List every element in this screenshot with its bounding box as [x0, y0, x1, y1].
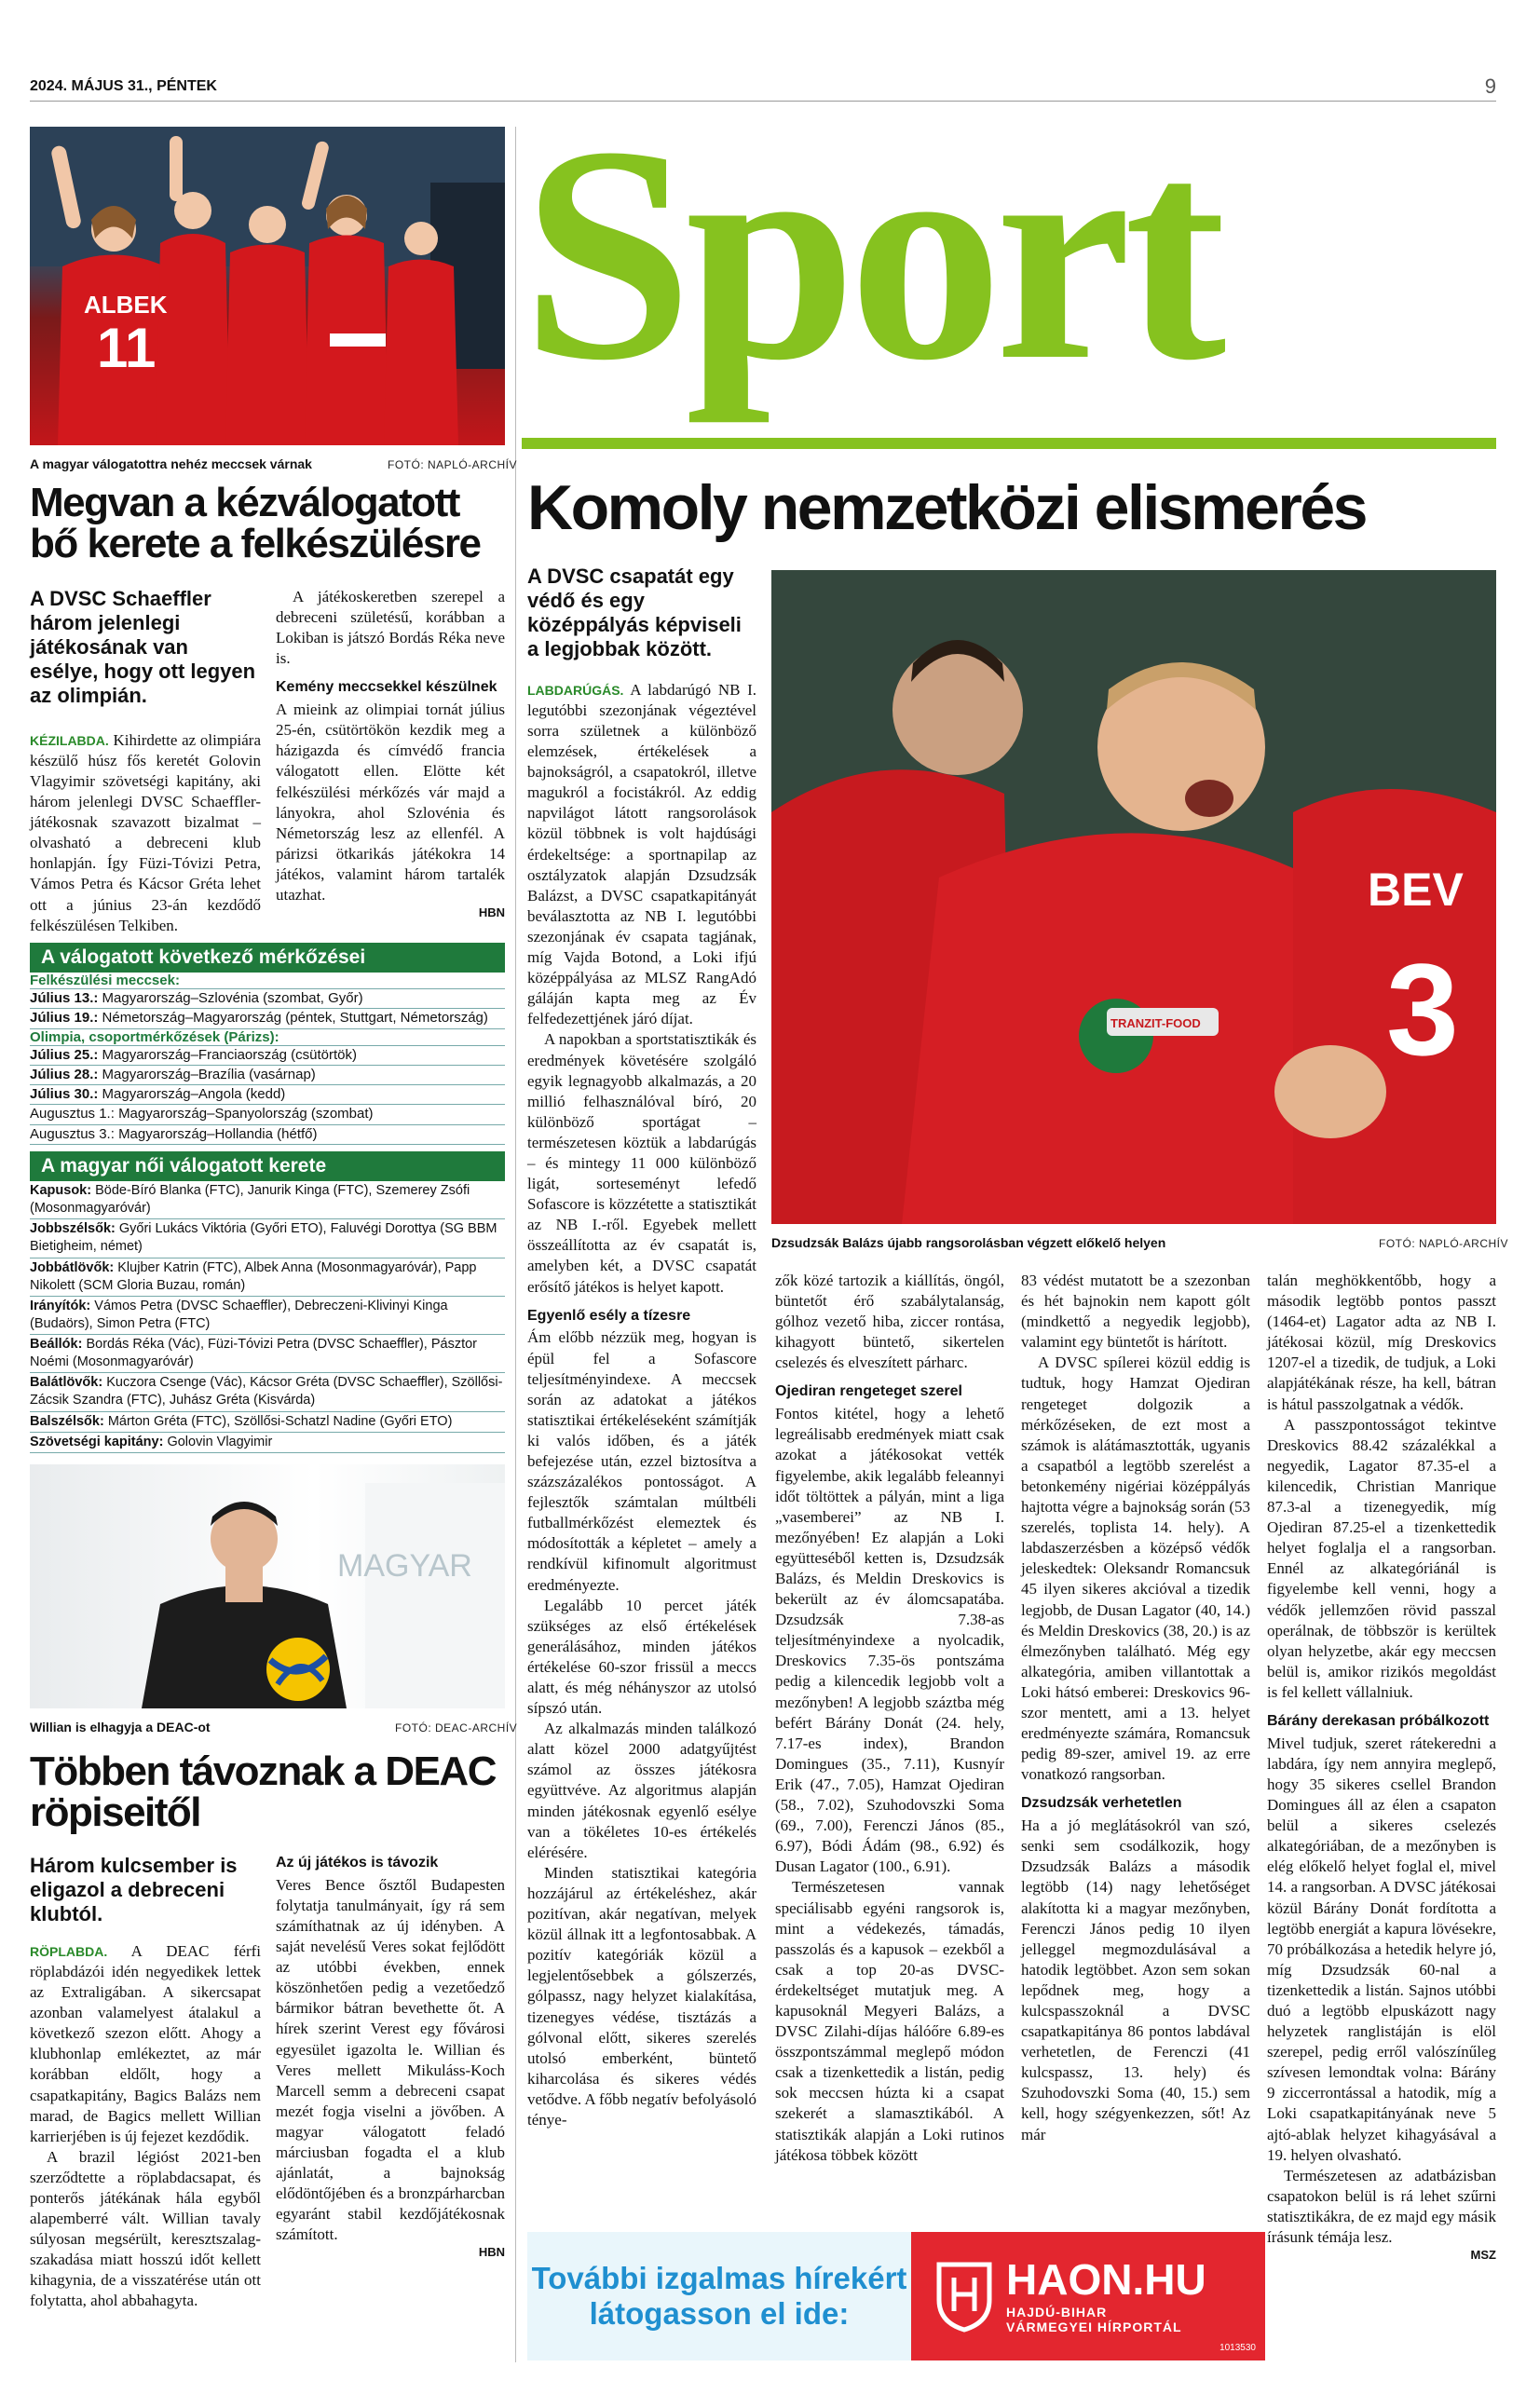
- fixture-row: [30, 1105, 505, 1124]
- issue-date: 2024. MÁJUS 31., PÉNTEK: [30, 78, 217, 94]
- article2-p13: talán meghökkentőbb, hogy a második legtöbb pontos passzt (1464-et) Lagator adta az NB I. játékosai közül, míg Dreskovics 1207-el a tizedik, de tudjuk, a Loki alapjátékának része, ha kell, bátran is hátul passzolgatnak a védők.: [1267, 1272, 1496, 1413]
- article1-p1: Kihirdette az olimpiára készülő húsz fős keretét Golovin Vlagyimir szövetségi kapitány, aki három jelenlegi DVSC Schaeffler-játékosnak szavazott bizalmat – olvasható a debreceni klub honlapján. Így Füzi-Tóvizi Petra, Vámos Petra és Kácsor Gréta lehet ott a június 23-án kezdődő felkészülésen Telkiben.: [30, 730, 261, 934]
- article3-kicker: RÖPLABDA.: [30, 1943, 108, 1959]
- fixture-date: Augusztus 3.:: [30, 1125, 115, 1142]
- squad-row: [30, 1335, 505, 1373]
- article2-p3: Ám előbb nézzük meg, hogyan is épül fel a Sofascore teljesítményindexe. A meccsek során az adatokat a játékos statisztikai értékeléseként számítják ki valós időben, és a játék befejezése után, ezzel biztosítva a százszázalékos pontosságot. A fejlesztők számtalan múltbéli futballmérkőzést elemeztek és módosították a képletet – amely a rendkívül kifinomult algoritmust eredményezte.: [527, 1328, 756, 1594]
- fixture-row: [30, 1125, 505, 1145]
- ad-line2: látogasson el ide:: [589, 2296, 850, 2331]
- fixture-date: Július 25.:: [30, 1046, 99, 1063]
- article2-p2: A napokban a sportstatisztikák és eredmények követésére szolgáló egyik legnagyobb alkalmazás, a 20 millió felhasználóval bíró, 20 különböző sportágat – természetesen köztük a labdarúgás – és mintegy 11 000 különböző ligát, sorteseményt lefedő Sofascore is közzétette a statisztikát az NB I.-ről. Egyebek mellett összeállította az év csapatát is, amelyben két, a DVSC csapatát erősítő játékos is helyet kapott.: [527, 1030, 756, 1296]
- squad-role: Szövetségi kapitány:: [30, 1434, 164, 1449]
- fixture-text: Magyarország–Brazília (vasárnap): [102, 1066, 316, 1082]
- article3-p1: A DEAC férfi röplabdázói idén negyedikek lettek az Extraligában. A sikercsapat azonban valamelyest átalakul a következő szezon előtt. Ahogy a klubhonlap emlékeztet, az már korábban eldőlt, hogy a csapatkapitány, Bagics Balázs nem marad, de Bagics mellett Willian karrierjében is új fejezet kezdődik.: [30, 1941, 261, 2145]
- squad-players: Böde-Bíró Blanka (FTC), Janurik Kinga (FTC), Szemerey Zsófi (Mosonmagyaróvár): [30, 1183, 470, 1217]
- squad-row: [30, 1412, 505, 1433]
- article2-subhead4: Bárány derekasan próbálkozott: [1267, 1712, 1490, 1729]
- squad-role: Balátlövők:: [30, 1375, 103, 1391]
- article2-subhead2: Ojediran rengeteget szerel: [775, 1383, 962, 1400]
- article1-col1: [30, 587, 261, 936]
- football-celebration-illustration: [771, 570, 1496, 1224]
- article2-col2: [775, 1271, 1004, 2166]
- squad-row: [30, 1373, 505, 1411]
- fixture-date: Július 19.:: [30, 1010, 99, 1027]
- fixture-row: [30, 989, 505, 1009]
- article2-p5: Az alkalmazás minden találkozó alatt közel 2000 adatgyűjtést számol az összes játékosra együttvéve. Az algoritmus alapján minden játékosnak egyenlő esélye van a tökéletes 10-es értékelés elérésére.: [527, 1720, 756, 1861]
- article2-kicker: LABDARÚGÁS.: [527, 682, 624, 698]
- article2-p4: Legalább 10 percet játék szükséges az első értékelések generálásához, minden játékos értékelése 60-szor frissül a meccs alatt, és még néhányszor az utolsó sípszó után.: [527, 1596, 756, 1718]
- ad-tagline1: HAJDÚ-BIHAR: [1006, 2305, 1108, 2320]
- fixture-date: Július 30.:: [30, 1086, 99, 1102]
- banner-text: MAGYAR: [337, 1548, 472, 1584]
- article1-p2: A játékoskeretben szerepel a debreceni születésű, korábban a Lokiban is játszó Bordás Réka neve is.: [276, 588, 505, 668]
- article2-col3: [1021, 1271, 1250, 2145]
- article2-p8: Fontos kitétel, hogy a lehető legreálisabb eredmények miatt csak azokat a játékosokat vették figyelembe, akik legalább feleannyi időt töltöttek a pályán, mint a liga „vasemberei” az NB I. mezőnyében! Ez alapján a Loki együtteséből ketten is, Dzsudzsák Balázs, és Meldin Dreskovics is bekerült az év álomcsapatába. Dzsudzsák 7.38-as teljesítményindexe a nyolcadik, Dreskovics 7.35-ös pontszáma pedig a kilencedik legjobb volt a mezőnyben! A legjobb száztba még befért Bárány Donát (24. hely, 7.17-es index), Brandon Domingues (35., 7.11), Kusnyír Erik (47., 7.05), Hamzat Ojediran (58., 7.02), Szuhodovszki Soma (69., 7.00), Ferenczi János (85., 6.97), Bódi Ádám (98., 6.92) és Dusan Lagator (100., 6.91).: [775, 1405, 1004, 1876]
- fixtures-prep-head: Felkészülési meccsek:: [30, 973, 505, 989]
- squad-players: Győri Lukács Viktória (Győri ETO), Faluvégi Dorottya (SG BBM Bietigheim, német): [30, 1221, 497, 1255]
- squad-players: Márton Gréta (FTC), Szöllősi-Schatzl Nadine (Győri ETO): [107, 1413, 453, 1429]
- article2-p6: Minden statisztikai kategória hozzájárul az értékeléshez, akár pozitívan, akár negatívan, melyek közül állnak itt a legfontosabbak. A pozitív kategóriák közül a legjelentősebbek a gólszerzés, gólpassz, nagy helyzet kialakítása, tizenegyes védése, tisztázás a gólvonal előtt, sikeres szerelés utolsó emberként, büntető kiharcolása és sikeres védés vetődve. A főbb negatív befolyásoló ténye-: [527, 1863, 756, 2129]
- article1-subhead: Kemény meccsekkel készülnek: [276, 679, 497, 696]
- fixture-row: [30, 1046, 505, 1066]
- squad-role: Jobbátlövők:: [30, 1259, 115, 1275]
- fixture-date: Augusztus 1.:: [30, 1106, 115, 1122]
- article2-subhead1: Egyenlő esély a tízesre: [527, 1307, 691, 1324]
- squad-players: Klujber Katrin (FTC), Albek Anna (Mosonmagyaróvár), Papp Nikolett (SCM Gloria Buzau, román): [30, 1259, 477, 1293]
- article2-subhead3: Dzsudzsák verhetetlen: [1021, 1795, 1182, 1812]
- article2-col1: [527, 565, 756, 2130]
- shield-logo-icon: [935, 2259, 993, 2333]
- section-masthead: Sport: [522, 84, 1219, 424]
- fixture-text: Németország–Magyarország (péntek, Stuttgart, Németország): [102, 1010, 488, 1027]
- shirt-sponsor: TRANZIT-FOOD: [1110, 1016, 1201, 1030]
- article3-signature: HBN: [478, 2245, 505, 2260]
- squad-role: Balszélsők:: [30, 1413, 104, 1429]
- handball-team-illustration: [30, 127, 505, 445]
- jersey-number: 11: [97, 317, 157, 379]
- squad-role: Irányítók:: [30, 1298, 91, 1313]
- article3-p3: Veres Bence ősztől Budapesten folytatja tanulmányait, így rá sem számíthatnak az új idényben. A saját nevelésű Veres sokat fejlődött az utóbbi években, ennek köszönhetően pedig a vezetőedző bármikor bátran bevethette őt. A hírek szerint Verest egy fővárosi egyesület igazolta le. Willian és Veres mellett Mikuláss-Koch Marcell semm a debreceni csapat mezét fogja viselni a jövőben. A magyar válogatott feladó márciusban fogadta el a klub ajánlatát, a bajnokság elődöntőjében és a bronzpárharcban egyaránt stabil kezdőjátékosnak számított.: [276, 1875, 505, 2244]
- fixture-row: [30, 1009, 505, 1028]
- photo1-credit: FOTÓ: NAPLÓ-ARCHÍV: [388, 458, 518, 471]
- article3-lede: Három kulcsember is eligazol a debreceni klubtól.: [30, 1854, 238, 1925]
- ad-tagline2: VÁRMEGYEI HÍRPORTÁL: [1006, 2320, 1182, 2334]
- jersey-number: 3: [1386, 936, 1459, 1082]
- photo2-credit: FOTÓ: NAPLÓ-ARCHÍV: [1379, 1237, 1509, 1250]
- squad-row: [30, 1433, 505, 1453]
- jersey-name: ALBEK: [84, 291, 168, 319]
- article2-lede: A DVSC csapatát egy védő és egy középpályás képviseli a legjobbak között.: [527, 565, 742, 660]
- article2-title: Komoly nemzetközi elismerés: [527, 472, 1366, 543]
- article1-lede: A DVSC Schaeffler három jelenlegi játékosának van esélye, hogy ott legyen az olimpián.: [30, 587, 256, 707]
- article2-p16: Természetesen az adatbázisban csapatokon belül is rá lehet szűrni statisztikákra, de ez majd egy másik írásunk témája lesz.: [1267, 2166, 1496, 2247]
- article3-body1: [30, 1941, 261, 2312]
- squad-row: [30, 1181, 505, 1219]
- photo3-caption: Willian is elhagyja a DEAC-ot: [30, 1720, 211, 1735]
- article2-col4: [1267, 1271, 1496, 2264]
- photo2-caption: Dzsudzsák Balázs újabb rangsorolásban végzett előkelő helyen: [771, 1235, 1166, 1250]
- squad-players: Golovin Vlagyimir: [167, 1434, 273, 1449]
- squad-row: [30, 1297, 505, 1335]
- squad-players: Kuczora Csenge (Vác), Kácsor Gréta (DVSC Schaeffler), Szöllősi-Zácsik Szandra (FTC), Juhász Gréta (Kisvárda): [30, 1375, 503, 1408]
- fixture-text: Magyarország–Franciaország (csütörtök): [102, 1046, 357, 1063]
- article2-p1: A labdarúgó NB I. legutóbbi szezonjának végeztével sorra születnek a különböző elemzések, értékelések a bajnokságról, a csapatokról, illetve magukról a focistákról. Az eddig napvilágot látott rangsorolások közül többnek is volt hajdúsági érdekeltsége: a sportnapilap az osztályzatok alapján Dzsudzsák Balázst, a DVSC csapatkapitányát beválasztotta az NB I. legutóbbi szezonjának év csapata tagjának, míg Vajda Botond, a Loki ifjú középpályása az MLSZ RangAdó gáláján kapta meg az Év felfedezettjének járó díjat.: [527, 680, 757, 1028]
- article3-col2: [276, 1854, 505, 2261]
- fixture-date: Július 28.:: [30, 1066, 99, 1082]
- squad-role: Kapusok:: [30, 1183, 92, 1198]
- fixtures-title: A válogatott következő mérkőzései: [30, 943, 505, 973]
- ad-code: 1013530: [1219, 2343, 1256, 2353]
- article1-col2: [276, 587, 505, 921]
- football-celebration-photo: [771, 570, 1496, 1224]
- squad-players: Vámos Petra (DVSC Schaeffler), Debreczeni-Klivinyi Kinga (Budaörs), Simon Petra (FTC): [30, 1298, 448, 1331]
- haon-ad-banner[interactable]: [527, 2232, 1265, 2360]
- handball-team-photo: [30, 127, 505, 445]
- fixture-text: Magyarország–Angola (kedd): [102, 1086, 286, 1102]
- volleyball-player-photo: [30, 1464, 505, 1708]
- article2-body1: [527, 680, 756, 2130]
- fixture-row: [30, 1085, 505, 1105]
- article2-signature: MSZ: [1470, 2248, 1496, 2263]
- masthead-rule: [522, 438, 1496, 449]
- article1-p3: A mieink az olimpiai tornát július 25-én, csütörtökön kezdik meg a házigazda és címvédő francia válogatott ellen. Elötte két felkészülési mérkőzés vár majd a lányokra, ahol Szlovénia és Németország lesz az ellenfél. A párizsi ötkarikás játékokra 14 játékos, valamint három tartalék utazhat.: [276, 701, 505, 905]
- fixture-text: Magyarország–Szlovénia (szombat, Győr): [102, 990, 363, 1006]
- ad-brand-panel: [911, 2232, 1265, 2360]
- article1-signature: HBN: [478, 905, 505, 920]
- squad-role: Jobbszélsők:: [30, 1221, 116, 1237]
- fixture-text: Magyarország–Spanyolország (szombat): [118, 1106, 374, 1122]
- photo1-caption: A magyar válogatottra nehéz meccsek várnak: [30, 456, 312, 471]
- squad-players: Bordás Réka (Vác), Füzi-Tóvizi Petra (DVSC Schaeffler), Pásztor Noémi (Mosonmagyaróvár): [30, 1337, 478, 1370]
- article2-p14: A passzpontosságot tekintve Dreskovics 88.42 százalékkal a negyedik, Lagator 87.35-el a kilencedik, Christian Manrique 87.3-al a tizenegyedik, míg Ojediran 87.25-el a tizenkettedik helyet foglalja el a rangsorban. Ennél az alkategóriánál is figyelembe kell venni, hogy a védők jellemzően rövid passzal operálnak, de többször is kerültek olyan helyzetbe, akár egy meccsen belül is, amikor rizikós megoldást is fel kellett vállalniuk.: [1267, 1415, 1496, 1701]
- article1-body1: [30, 730, 261, 936]
- ad-brand: HAON.HU: [1006, 2255, 1206, 2304]
- ad-brand-block: [1006, 2255, 1206, 2334]
- squad-role: Beállók:: [30, 1337, 83, 1352]
- article3-p2: A brazil légióst 2021-ben szerződtette a röplabdacsapat, és ponterős játékának hála egyből alapemberré vált. Willian tavaly súlyosan megsérült, keresztszalag-szakadása miatt hosszú időt kellett kihagynia, de a visszatérése után ott folytatta, ahol abbahagyta.: [30, 2147, 261, 2310]
- article3-title: Többen távoznak a DEAC röpiseitől: [30, 1748, 496, 1835]
- jersey-text: BEV: [1368, 864, 1464, 916]
- article3-col1: [30, 1854, 261, 2312]
- article2-p15: Mivel tudjuk, szeret rátekeredni a labdára, így nem annyira meglepő, hogy 35 sikeres csellel Brandon Domingues áll az élen a csapaton belül a sikeres cselezés alkategóriában, de a mezőnyben is elég előkelő helyet foglal el, mivel 14. a rangsorban. A DVSC játékosai közül Bárány Donát fordította a legtöbb energiát a kapura lövésekre, 70 próbálkozása a hetedik helyre jó, míg Dzsudzsák 60-nal a tizenkettedik a listán. Sajnos utóbbi duó a legtöbb elpuskázott nagy helyzetek ranglistáján is elöl szerepel, pedig erről valószínűleg szívesen lemondtak volna: Bárány 9 ziccerrontással a hatodik, míg a Loki csapatkapitányának neve 5 ajtó-ablak helyzet kihagyásával a 19. helyen olvasható.: [1267, 1734, 1496, 2164]
- ad-text-panel: [527, 2232, 911, 2360]
- article2-p7: zők közé tartozik a kiállítás, öngól, büntetőt érő szabálytalanság, gólhoz vezető hiba, ziccer rontása, kihagyott büntető, sikertelen cselezés és elveszített párharc.: [775, 1272, 1004, 1372]
- article2-p11: A DVSC spílerei közül eddig is tudtuk, hogy Hamzat Ojediran rengeteget dolgozik a mérkőzéseken, de ezt most a számok is alátámasztották, ugyanis a csapatból a legtöbb szerelést a betonkemény nigériai középpályás hajtotta végre a bajnokság során (53 szerelés, toplista 14. hely). A labdaszerzésben a középső védők jeleskedtek: Oleksandr Romancsuk 45 ilyen sikeres akcióval a tizedik legjobb, de Dusan Lagator (40, 14.) és Meldin Dreskovics (38, 20.) is az élmezőnyben található. Még egy alkategória, amiben villantottak a Loki hátsó emberei: Dreskovics 96-szor mentett, ami a 13. helyet eredményezte számára, Romancsuk pedig 89-szer, amivel 19. az erre vonatkozó rangsorban.: [1021, 1354, 1250, 1784]
- fixture-text: Magyarország–Hollandia (hétfő): [118, 1125, 318, 1142]
- squad-row: [30, 1219, 505, 1258]
- squad-row: [30, 1258, 505, 1297]
- fixtures-box: [30, 943, 505, 1145]
- ad-line1: További izgalmas hírekért: [531, 2261, 907, 2296]
- squad-box: [30, 1151, 505, 1453]
- article3-subhead: Az új játékos is távozik: [276, 1855, 439, 1871]
- fixture-date: Július 13.:: [30, 990, 99, 1006]
- fixtures-olympic-head: Olimpia, csoportmérkőzések (Párizs):: [30, 1029, 505, 1046]
- article1-title: Megvan a kézválogatott bő kerete a felkészülésre: [30, 480, 481, 566]
- fixture-row: [30, 1066, 505, 1085]
- page-number: 9: [1484, 75, 1496, 98]
- squad-title: A magyar női válogatott kerete: [30, 1151, 505, 1181]
- photo3-credit: FOTÓ: DEAC-ARCHÍV: [395, 1721, 518, 1735]
- article2-p9: Természetesen vannak speciálisabb egyéni rangsorok is, mint a védekezés, támadás, passzolás és a kapusok – ezekből a csak a top 20-as DVSC-érdekeltséget mutatjuk meg. A kapusoknál Megyeri Balázs, a DVSC Zilahi-díjas hálóőre 6.89-es összpontszámmal meglepő módon csak a tizenkettedik a listán, pedig sok meccsen húzta ki a csapat szekerét a slamasztikából. A statisztikák alapján a Loki rutinos játékosa többek között: [775, 1878, 1004, 2164]
- article2-p10: 83 védést mutatott be a szezonban és hét bajnokin nem kapott gólt (mindkettő a negyedik legjobb), valamint egy büntetőt is hárított.: [1021, 1272, 1250, 1352]
- article1-kicker: KÉZILABDA.: [30, 732, 109, 748]
- volleyball-player-illustration: [30, 1464, 505, 1708]
- article2-p12: Ha a jó meglátásokról van szó, senki sem csodálkozik, hogy Dzsudzsák Balázs a második legtöbb (14) nagy lehetőséget alakította ki a magyar mezőnyben, Ferenczi János pedig 10 ilyen jelleggel megmozdulásával a hatodik legtöbbet. Azon sem sokan lepődnek meg, hogy a kulcspasszoknál a DVSC csapatkapitánya 86 pontos labdával verhetetlen, de Ferenczi (41 kulcspassz, 13. hely) és Szuhodovszki Soma (40, 15.) sem kell, hogy szégyenkezzen, sőt! Az már: [1021, 1816, 1250, 2143]
